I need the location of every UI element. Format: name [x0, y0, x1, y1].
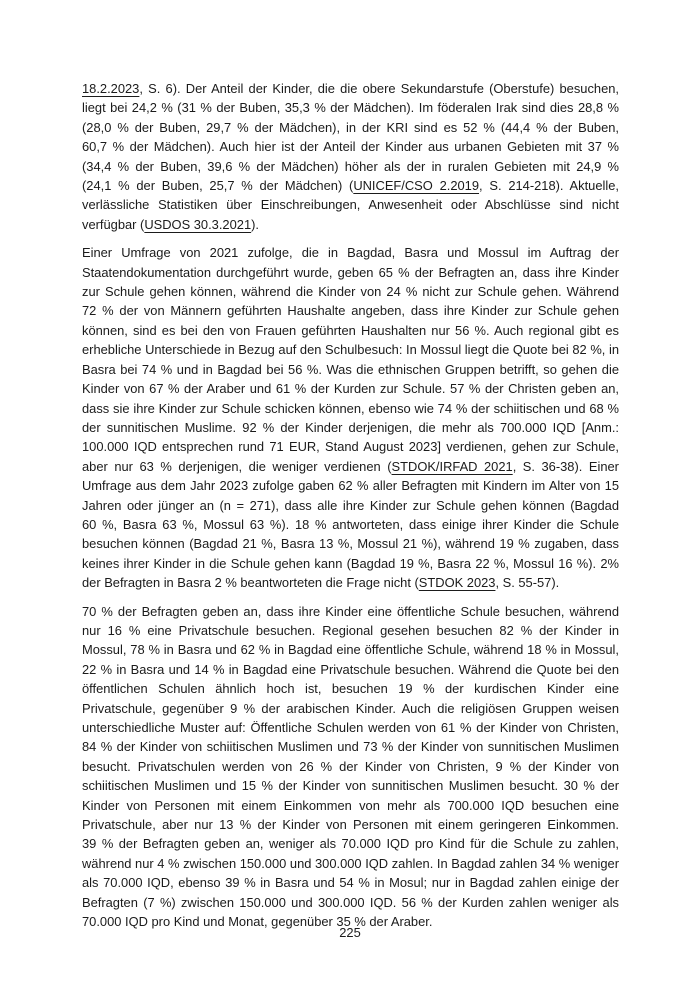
body-text: , S. 214-218). Aktuelle, verlässliche Statistiken über Einschreibungen, Anwesenheit oder Abschlüsse sind nicht verfügbar (	[82, 178, 620, 232]
body-text: ).	[251, 216, 259, 232]
citation-link[interactable]: UNICEF/CSO 2.2019	[353, 178, 480, 194]
body-text: , S. 55-57).	[495, 575, 560, 591]
page-text	[82, 79, 619, 931]
citation-link[interactable]: STDOK/IRFAD 2021	[391, 458, 513, 474]
paragraph	[82, 79, 619, 234]
page-number: 225	[339, 925, 361, 940]
citation-link[interactable]: 18.2.2023	[82, 81, 140, 96]
citation-link[interactable]: STDOK 2023	[418, 575, 496, 591]
body-text: , S. 6). Der Anteil der Kinder, die die obere Sekundarstufe (Oberstufe) besuchen, liegt bei 24,2 % (31 % der Buben, 35,3 % der Mädchen). Im föderalen Irak sind dies 28,8 % (28,0 % der Buben, 29,7 % der Mädchen), in der KRI sind es 52 % (44,4 % der Buben, 60,7 % der Mädchen). Auch hier ist der Anteil der Kinder aus urbanen Gebieten mit 37 % (34,4 % der Buben, 39,6 % der Mädchen) höher als der in ruralen Gebieten mit 24,9 % (24,1 % der Buben, 25,7 % der Mädchen) (	[82, 81, 619, 194]
body-text: , S. 36-38). Einer Umfrage aus dem Jahr 2023 zufolge gaben 62 % aller Befragten mit Kindern im Alter von 15 Jahren oder jünger an (n = 271), dass alle ihre Kinder zur Schule gehen können (Bagdad 60 %, Basra 63 %, Mossul 63 %). 18 % antworteten, dass einige ihrer Kinder die Schule besuchen können (Bagdad 21 %, Basra 13 %, Mossul 21 %), während 19 % zugaben, dass keines ihrer Kinder in die Schule gehen kann (Bagdad 19 %, Basra 22 %, Mossul 16 %). 2% der Befragten in Basra 2 % beantworteten die Frage nicht (	[82, 458, 619, 591]
body-text: Einer Umfrage von 2021 zufolge, die in Bagdad, Basra und Mossul im Auftrag der Staatendokumentation durchgeführt wurde, geben 65 % der Befragten an, dass ihre Kinder zur Schule gehen können, während die Kinder von 24 % nicht zur Schule gehen. Während 72 % der von Männern geführten Haushalte angeben, dass ihre Kinder zur Schule gehen können, sind es bei den von Frauen geführten Haushalten nur 56 %. Auch regional gibt es erhebliche Unterschiede in Bezug auf den Schulbesuch: In Mossul liegt die Quote bei 82 %, in Basra bei 74 % und in Bagdad bei 56 %. Was die ethnischen Gruppen betrifft, so gehen die Kinder von 67 % der Araber und 61 % der Kurden zur Schule. 57 % der Christen geben an, dass sie ihre Kinder zur Schule schicken können, ebenso wie 74 % der schiitischen und 68 % der sunnitischen Muslime. 92 % der Kinder derjenigen, die mehr als 700.000 IQD [Anm.: 100.000 IQD entsprechen rund 71 EUR, Stand August 2023] verdienen, gehen zur Schule, aber nur 63 % derjenigen, die weniger verdienen (	[82, 245, 619, 474]
paragraph	[82, 602, 619, 932]
citation-link[interactable]: USDOS 30.3.2021	[144, 216, 252, 232]
paragraph	[82, 243, 619, 592]
body-text: 70 % der Befragten geben an, dass ihre Kinder eine öffentliche Schule besuchen, während nur 16 % eine Privatschule besuchen. Regional gesehen besuchen 82 % der Kinder in Mossul, 78 % in Basra und 62 % in Bagdad eine öffentliche Schule, während 18 % in Mossul, 22 % in Basra und 14 % in Bagdad eine Privatschule besuchen. Während die Quote bei den öffentlichen Schulen ähnlich hoch ist, besuchen 19 % der kurdischen Kinder eine Privatschule, gegenüber 9 % der arabischen Kinder. Auch die religiösen Gruppen weisen unterschiedliche Muster auf: Öffentliche Schulen werden von 61 % der Kinder von Christen, 84 % der Kinder von schiitischen Muslimen und 73 % der Kinder von sunnitischen Muslimen besucht. Privatschulen werden von 26 % der Kinder von Christen, 9 % der Kinder von schiitischen Muslimen und 15 % der Kinder von sunnitischen Muslimen besucht. 30 % der Kinder von Personen mit einem Einkommen von mehr als 700.000 IQD besuchen eine Privatschule, aber nur 13 % der Kinder von Personen mit einem geringeren Einkommen. 39 % der Befragten geben an, weniger als 70.000 IQD pro Kind für die Schule zu zahlen, während nur 4 % zwischen 150.000 und 300.000 IQD zahlen. In Bagdad zahlen 34 % weniger als 70.000 IQD, ebenso 39 % in Basra und 54 % in Mosul; nur in Bagdad zahlen einige der Befragten (7 %) zwischen 150.000 und 300.000 IQD. 56 % der Kurden zahlen weniger als 70.000 IQD pro Kind und Monat, gegenüber 35 % der Araber.	[82, 603, 619, 930]
